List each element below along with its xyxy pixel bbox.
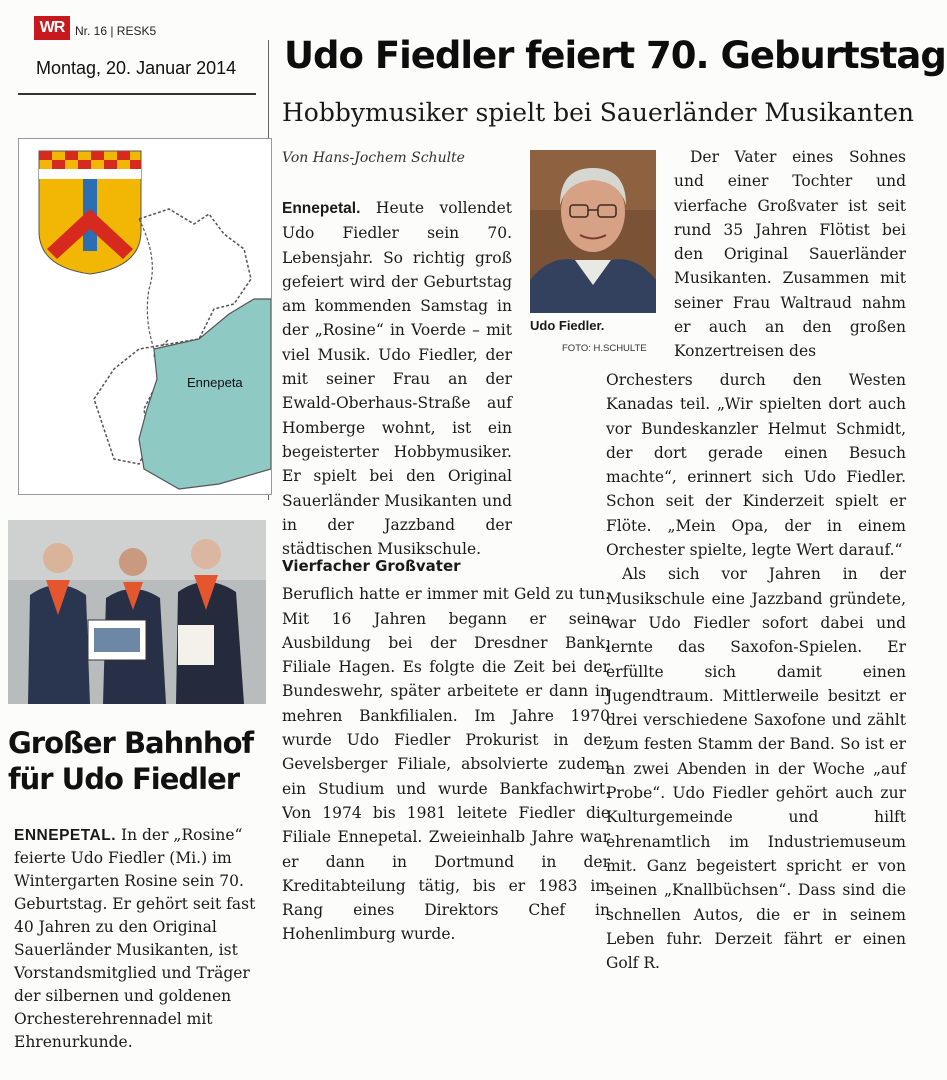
issue-number: Nr. 16 | RESK5 bbox=[75, 24, 157, 38]
map-box bbox=[18, 138, 272, 495]
issue-date: Montag, 20. Januar 2014 bbox=[36, 58, 237, 78]
left-story-text: In der „Rosine“ feierte Udo Fiedler (Mi.) im Wintergarten Rosine sein 70. Geburtstag. Er gehört seit fast 40 Jahren zu den Original Sauerländer Musikanten, ist Vorstandsmitglied und Träger der silbernen und goldenen Orchesterehrennadel mit Ehrenurkunde. bbox=[14, 826, 256, 1051]
left-story-kicker: ENNEPETAL. bbox=[14, 827, 117, 844]
coat-of-arms-icon bbox=[39, 151, 141, 274]
newspaper-logo: WR bbox=[34, 16, 70, 40]
left-headline-line2: für Udo Fiedler bbox=[8, 762, 240, 796]
group-photo bbox=[8, 520, 266, 704]
district-map bbox=[19, 139, 271, 494]
article-paragraph-3a bbox=[674, 145, 906, 364]
article-paragraph-4: Als sich vor Jahren in der Musikschule eine Jazzband gründete, war Udo Fiedler sofort dabei und lernte das Saxofon-Spielen. Er erfüllte sich damit einen Jugendtraum. Mittlerweile besitzt er drei verschiedene Saxofone und zählt zum festen Stamm der Band. So ist er an zwei Abenden in der Woche „auf Probe“. Udo Fiedler gehört auch zur Kulturgemeinde und hilft ehrenamtlich im Industriemuseum mit. Ganz begeistert spricht er von seinen „Knallbüchsen“. Dass sind die schnellen Autos, die er in seinem Leben fuhr. Derzeit fährt er einen Golf R. bbox=[606, 565, 906, 973]
photo-caption: Udo Fiedler. bbox=[530, 318, 605, 333]
article-paragraph-3: Der Vater eines Sohnes und einer Tochter und vierfache Großvater ist seit rund 35 Jahren Flötist bei den Original Sauerländer Musikanten. Zusammen mit seiner Frau Waltraud nahm er auch an den großen Konzertreisen des bbox=[674, 148, 906, 361]
article-paragraph-3-continued: Orchesters durch den Westen Kanadas teil. „Wir spielten dort auch vor Bundeskanzler Helmut Schmidt, der dort gerade einen Besuch machte“, erinnert sich Udo Fiedler. Schon seit der Kinderzeit spielt er Flöte. „Mein Opa, der in einem Orchester spielte, legte Wert darauf.“ bbox=[606, 371, 906, 560]
article-dateline: Ennepetal. bbox=[282, 200, 361, 217]
article-paragraph-2: Beruflich hatte er immer mit Geld zu tun. Mit 16 Jahren begann er seine Ausbildung bei der Dresdner Bank, Filiale Hagen. Es folgte die Zeit bei der Bundeswehr, später arbeitete er dann in mehren Bankfilialen. Im Jahre 1970 wurde Udo Fiedler Prokurist in der Gevelsberger Filiale, absolvierte zudem ein Studium und wurde Bankfachwirt. Von 1974 bis 1981 leitete Fiedler die Filiale Ennepetal. Zweieinhalb Jahre war er dann in Dortmund in der Kreditabteilung tätig, bis er 1983 im Rang eines Direktors Chef in Hohenlimburg wurde. bbox=[282, 585, 610, 944]
article-paragraph-1: Heute vollendet Udo Fiedler sein 70. Lebensjahr. So richtig groß gefeiert wird der Geburtstag am kommenden Samstag in der „Rosine“ in Voerde – mit viel Musik. Udo Fiedler, der mit seiner Frau an der Ewald-Oberhaus-Straße auf Homberge wohnt, ist ein begeisterter Hobbymusiker. Er spielt bei den Original Sauerländer Musikanten und in der Jazzband der städtischen Musikschule. bbox=[282, 199, 512, 559]
article-headline: Udo Fiedler feiert 70. Geburtstag bbox=[284, 34, 946, 77]
left-story-body bbox=[14, 824, 269, 1054]
article-subhead: Hobbymusiker spielt bei Sauerländer Musikanten bbox=[282, 98, 915, 127]
photo-credit: FOTO: H.SCHULTE bbox=[562, 343, 647, 354]
left-story-headline bbox=[8, 725, 268, 797]
article-column-2b bbox=[606, 368, 906, 975]
article-column-1a bbox=[282, 196, 512, 561]
masthead-rule bbox=[18, 93, 256, 95]
article-column-2a bbox=[674, 145, 906, 364]
map-label: Ennepeta bbox=[187, 375, 243, 390]
article-byline: Von Hans-Jochem Schulte bbox=[282, 150, 465, 166]
article-crosshead: Vierfacher Großvater bbox=[282, 557, 461, 575]
left-headline-line1: Großer Bahnhof bbox=[8, 726, 254, 760]
portrait-photo bbox=[530, 150, 656, 313]
article-column-1b bbox=[282, 540, 610, 947]
